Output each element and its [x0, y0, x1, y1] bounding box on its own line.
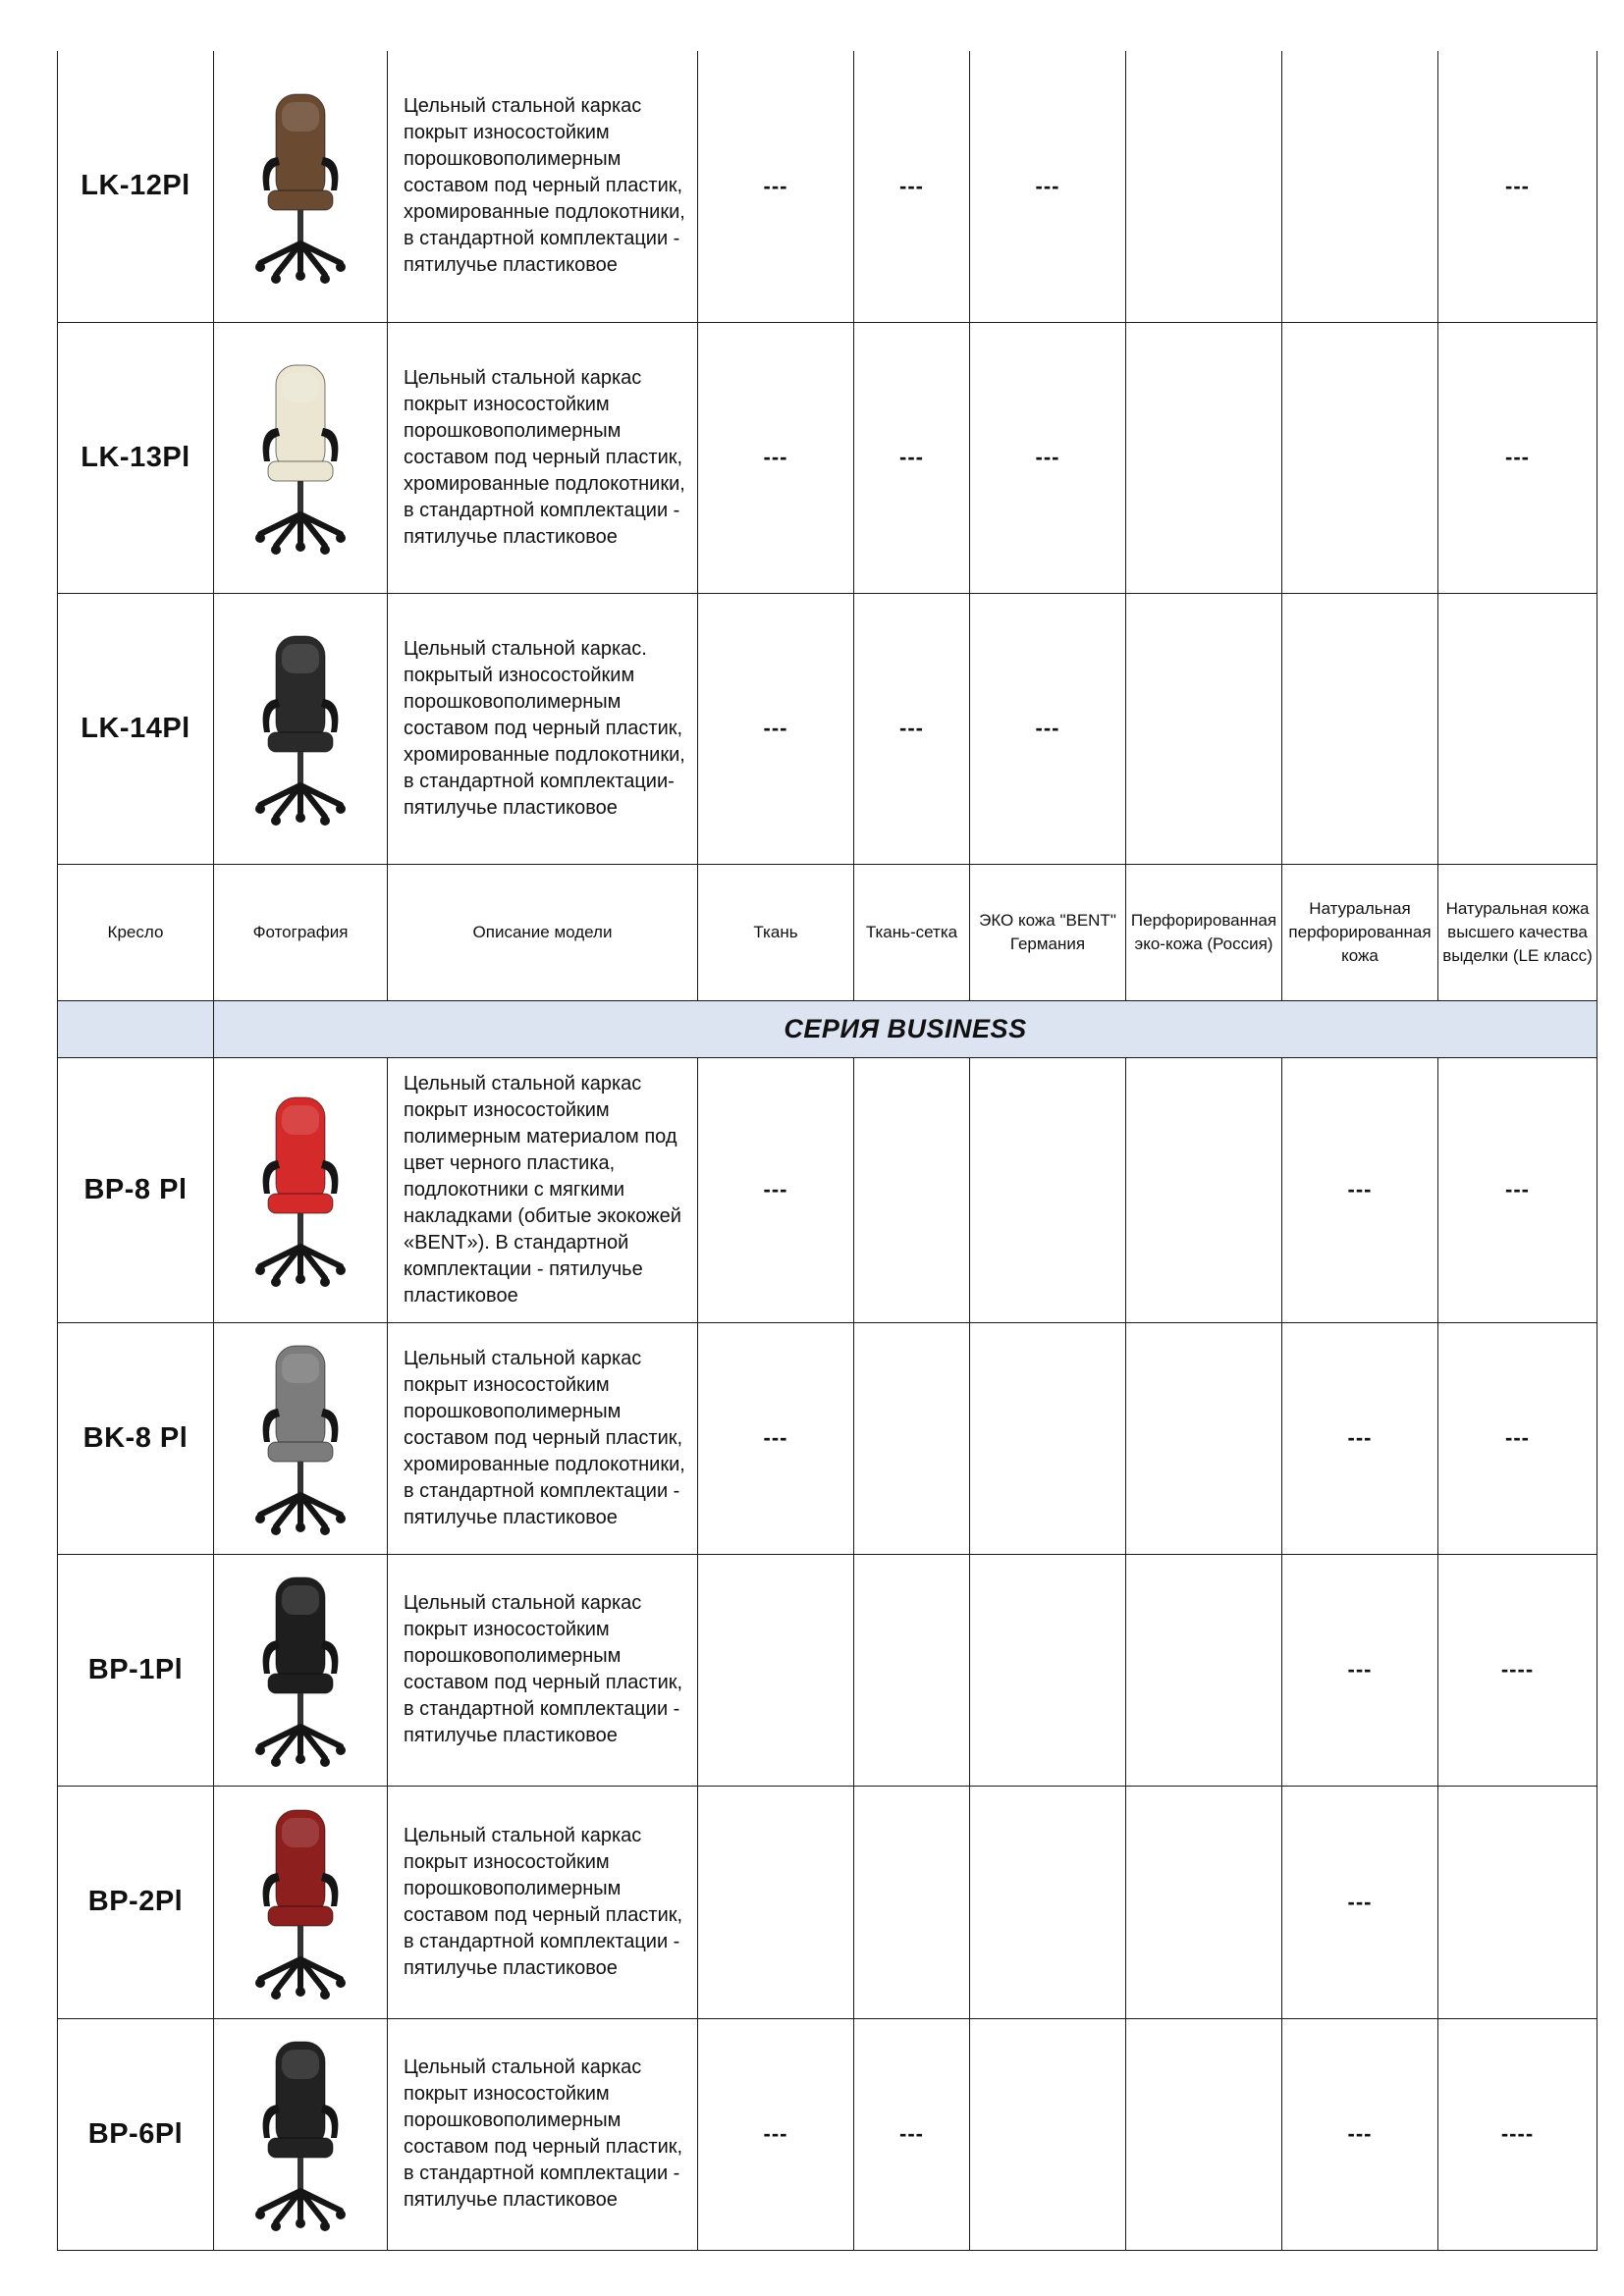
- header-description: Описание модели: [388, 864, 698, 1000]
- availability-natural-le: [1438, 1786, 1597, 2018]
- price-table-sheet: [57, 51, 1597, 2251]
- chair-price-table: [57, 51, 1597, 2251]
- header-eco-bent: ЭКО кожа "BENT" Германия: [970, 864, 1126, 1000]
- header-photo: Фотография: [214, 864, 388, 1000]
- availability-fabric-mesh: ---: [854, 322, 970, 593]
- availability-fabric-mesh: [854, 1322, 970, 1554]
- availability-natural-perforated: ---: [1282, 1554, 1438, 1786]
- availability-fabric-mesh: ---: [854, 593, 970, 864]
- model-description: Цельный стальной каркас покрыт износостойким порошковополимерным составом под черный пластик, в стандартной комплектации - пятилучье пластиковое: [388, 1554, 698, 1786]
- availability-natural-le: ---: [1438, 1057, 1597, 1322]
- availability-eco-bent: [970, 1322, 1126, 1554]
- table-section-top: [58, 51, 1597, 864]
- availability-natural-perforated: ---: [1282, 1057, 1438, 1322]
- availability-natural-perforated: ---: [1282, 2018, 1438, 2250]
- table-row: [58, 322, 1597, 593]
- availability-natural-le: ---: [1438, 1322, 1597, 1554]
- availability-eco-bent: ---: [970, 51, 1126, 322]
- availability-fabric: ---: [698, 51, 854, 322]
- availability-natural-le: ----: [1438, 2018, 1597, 2250]
- chair-photo-icon: [246, 83, 354, 290]
- availability-fabric-mesh: ---: [854, 2018, 970, 2250]
- availability-fabric: ---: [698, 593, 854, 864]
- series-blank-cell: [58, 1000, 214, 1057]
- availability-eco-bent: [970, 1786, 1126, 2018]
- availability-fabric: ---: [698, 1322, 854, 1554]
- table-section-business: [58, 1057, 1597, 2250]
- chair-photo: [214, 1786, 388, 2018]
- column-header-row: [58, 864, 1597, 1000]
- model-description: Цельный стальной каркас покрыт износостойким порошковополимерным составом под черный пластик, в стандартной комплектации - пятилучье пластиковое: [388, 2018, 698, 2250]
- header-natural-le: Натуральная кожа высшего качества выделки (LE класс): [1438, 864, 1597, 1000]
- header-natural-perforated: Натуральная перфорированная кожа: [1282, 864, 1438, 1000]
- availability-perforated-eco: [1126, 322, 1282, 593]
- header-chair: Кресло: [58, 864, 214, 1000]
- availability-perforated-eco: [1126, 51, 1282, 322]
- chair-photo-icon: [246, 625, 354, 831]
- table-row: [58, 1786, 1597, 2018]
- chair-photo-icon: [246, 1335, 354, 1541]
- availability-fabric-mesh: ---: [854, 51, 970, 322]
- availability-fabric: [698, 1786, 854, 2018]
- availability-natural-le: [1438, 593, 1597, 864]
- availability-perforated-eco: [1126, 593, 1282, 864]
- availability-perforated-eco: [1126, 1786, 1282, 2018]
- availability-natural-le: ---: [1438, 51, 1597, 322]
- availability-eco-bent: ---: [970, 322, 1126, 593]
- table-header-section: [58, 864, 1597, 1057]
- header-fabric-mesh: Ткань-сетка: [854, 864, 970, 1000]
- model-description: Цельный стальной каркас покрыт износостойким порошковополимерным составом под черный пластик, в стандартной комплектации - пятилучье пластиковое: [388, 1786, 698, 2018]
- chair-photo: [214, 1057, 388, 1322]
- model-name: BP-1Pl: [58, 1554, 214, 1786]
- availability-fabric-mesh: [854, 1554, 970, 1786]
- model-description: Цельный стальной каркас покрыт износостойким полимерным материалом под цвет черного пластика, подлокотники с мягкими накладками (обитые экокожей «BENT»). В стандартной комплектации - пятилучье пластиковое: [388, 1057, 698, 1322]
- availability-perforated-eco: [1126, 1322, 1282, 1554]
- availability-natural-le: ----: [1438, 1554, 1597, 1786]
- chair-photo-icon: [246, 1567, 354, 1773]
- table-row: [58, 51, 1597, 322]
- availability-fabric-mesh: [854, 1057, 970, 1322]
- model-name: LK-14Pl: [58, 593, 214, 864]
- availability-eco-bent: [970, 1057, 1126, 1322]
- chair-photo: [214, 1554, 388, 1786]
- chair-photo-icon: [246, 1087, 354, 1293]
- table-row: [58, 2018, 1597, 2250]
- table-row: [58, 1554, 1597, 1786]
- table-row: [58, 593, 1597, 864]
- availability-perforated-eco: [1126, 2018, 1282, 2250]
- availability-fabric: [698, 1554, 854, 1786]
- availability-eco-bent: ---: [970, 593, 1126, 864]
- model-name: BP-2Pl: [58, 1786, 214, 2018]
- availability-natural-perforated: [1282, 593, 1438, 864]
- model-description: Цельный стальной каркас покрыт износостойким порошковополимерным составом под черный пластик, хромированные подлокотники, в стандартной комплектации - пятилучье пластиковое: [388, 51, 698, 322]
- availability-fabric: ---: [698, 2018, 854, 2250]
- table-row: [58, 1057, 1597, 1322]
- availability-perforated-eco: [1126, 1554, 1282, 1786]
- model-name: LK-13Pl: [58, 322, 214, 593]
- chair-photo: [214, 2018, 388, 2250]
- availability-natural-perforated: ---: [1282, 1786, 1438, 2018]
- header-fabric: Ткань: [698, 864, 854, 1000]
- chair-photo: [214, 51, 388, 322]
- chair-photo-icon: [246, 354, 354, 561]
- availability-natural-perforated: [1282, 322, 1438, 593]
- chair-photo: [214, 1322, 388, 1554]
- availability-fabric: ---: [698, 322, 854, 593]
- chair-photo: [214, 322, 388, 593]
- model-name: BP-6Pl: [58, 2018, 214, 2250]
- availability-fabric-mesh: [854, 1786, 970, 2018]
- availability-natural-perforated: ---: [1282, 1322, 1438, 1554]
- model-description: Цельный стальной каркас. покрытый износостойким порошковополимерным составом под черный пластик, хромированные подлокотники, в стандартной комплектации- пятилучье пластиковое: [388, 593, 698, 864]
- header-perforated-eco: Перфорированная эко-кожа (Россия): [1126, 864, 1282, 1000]
- availability-fabric: ---: [698, 1057, 854, 1322]
- availability-eco-bent: [970, 2018, 1126, 2250]
- series-title: СЕРИЯ BUSINESS: [214, 1000, 1597, 1057]
- chair-photo-icon: [246, 1799, 354, 2005]
- model-description: Цельный стальной каркас покрыт износостойким порошковополимерным составом под черный пластик, хромированные подлокотники, в стандартной комплектации - пятилучье пластиковое: [388, 1322, 698, 1554]
- availability-perforated-eco: [1126, 1057, 1282, 1322]
- table-row: [58, 1322, 1597, 1554]
- model-name: LK-12Pl: [58, 51, 214, 322]
- model-description: Цельный стальной каркас покрыт износостойким порошковополимерным составом под черный пластик, хромированные подлокотники, в стандартной комплектации - пятилучье пластиковое: [388, 322, 698, 593]
- model-name: BK-8 Pl: [58, 1322, 214, 1554]
- availability-natural-perforated: [1282, 51, 1438, 322]
- availability-natural-le: ---: [1438, 322, 1597, 593]
- availability-eco-bent: [970, 1554, 1126, 1786]
- chair-photo-icon: [246, 2031, 354, 2237]
- series-row: [58, 1000, 1597, 1057]
- model-name: BP-8 Pl: [58, 1057, 214, 1322]
- chair-photo: [214, 593, 388, 864]
